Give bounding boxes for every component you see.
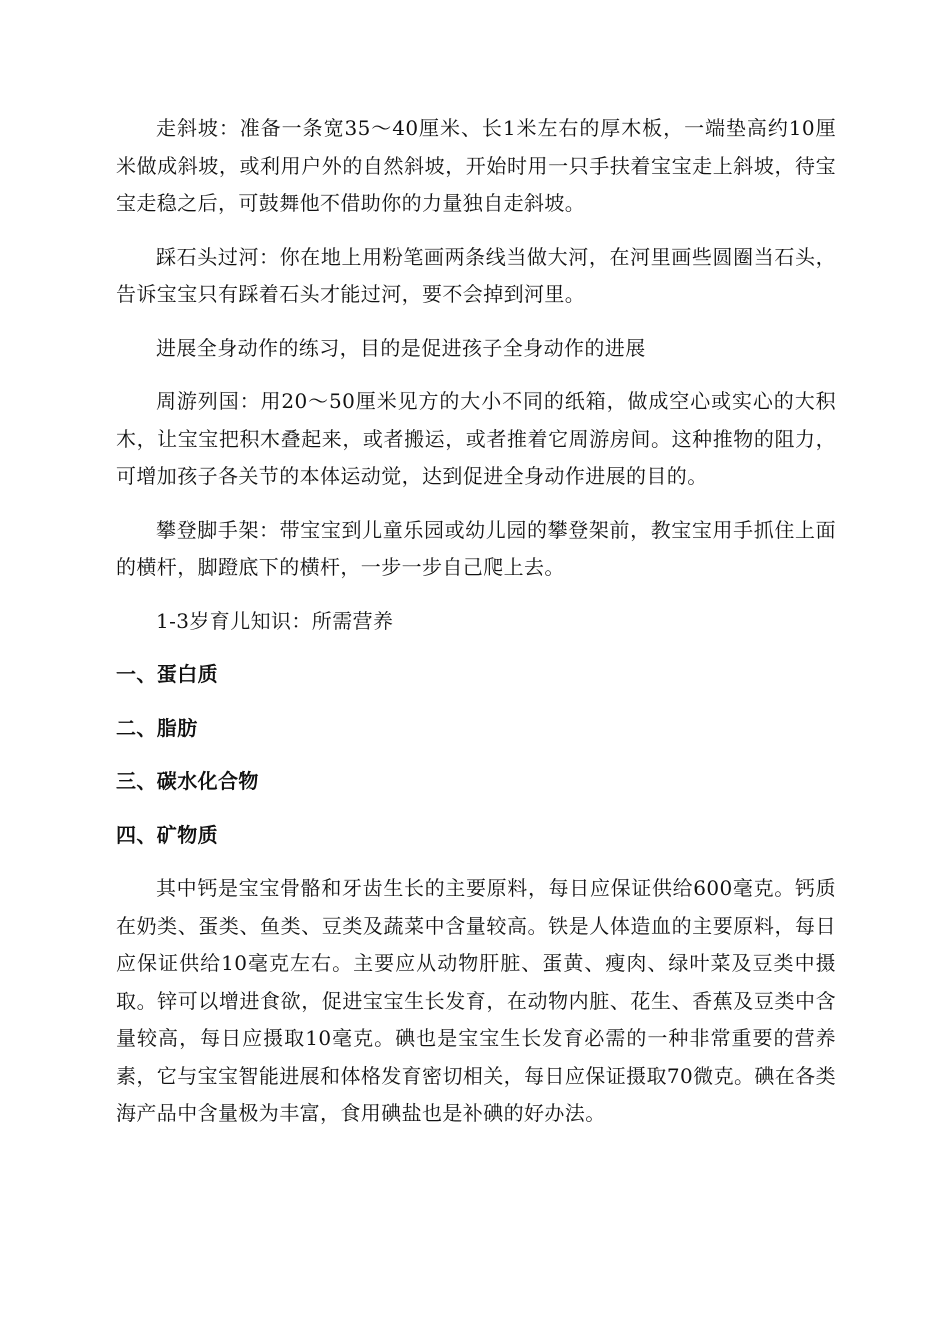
heading-minerals: 四、矿物质 bbox=[116, 822, 218, 847]
heading-carbohydrate: 三、碳水化合物 bbox=[116, 769, 259, 793]
heading-fat: 二、脂肪 bbox=[116, 715, 198, 740]
paragraph-stone-river: 踩石头过河：你在地上用粉笔画两条线当做大河，在河里画些圆圈当石头，告诉宝宝只有踩着石头才能过河，要不会掉到河里。 bbox=[116, 244, 836, 306]
paragraph-slope-walk: 走斜坡：准备一条宽35～40厘米、长1米左右的厚木板，一端垫高约10厘米做成斜坡，或利用户外的自然斜坡，开始时用一只手扶着宝宝走上斜坡，待宝宝走稳之后，可鼓舞他不借助你的力量独自走斜坡。 bbox=[116, 116, 836, 215]
paragraph-nutrition-title: 1-3岁育儿知识：所需营养 bbox=[156, 608, 394, 633]
paragraph-tour-countries: 周游列国：用20～50厘米见方的大小不同的纸箱，做成空心或实心的大积木，让宝宝把积木叠起来，或者搬运，或者推着它周游房间。这种推物的阻力，可增加孩子各关节的本体运动觉，达到促进全身动作进展的目的。 bbox=[116, 389, 836, 488]
paragraph-minerals-body: 其中钙是宝宝骨骼和牙齿生长的主要原料，每日应保证供给600毫克。钙质在奶类、蛋类、鱼类、豆类及蔬菜中含量较高。铁是人体造血的主要原料，每日应保证供给10毫克左右。主要应从动物肝脏、蛋黄、瘦肉、绿叶菜及豆类中摄取。锌可以增进食欲，促进宝宝生长发育，在动物内脏、花生、香蕉及豆类中含量较高，每日应摄取10毫克。碘也是宝宝生长发育必需的一种非常重要的营养素，它与宝宝智能进展和体格发育密切相关，每日应保证摄取70微克。碘在各类海产品中含量极为丰富，食用碘盐也是补碘的好办法。 bbox=[116, 876, 836, 1125]
heading-protein: 一、蛋白质 bbox=[116, 662, 218, 686]
document-body bbox=[116, 110, 836, 1149]
paragraph-whole-body: 进展全身动作的练习，目的是促进孩子全身动作的进展 bbox=[156, 335, 646, 360]
paragraph-climbing-frame: 攀登脚手架：带宝宝到儿童乐园或幼儿园的攀登架前，教宝宝用手抓住上面的横杆，脚蹬底下的横杆，一步一步自己爬上去。 bbox=[116, 517, 836, 579]
